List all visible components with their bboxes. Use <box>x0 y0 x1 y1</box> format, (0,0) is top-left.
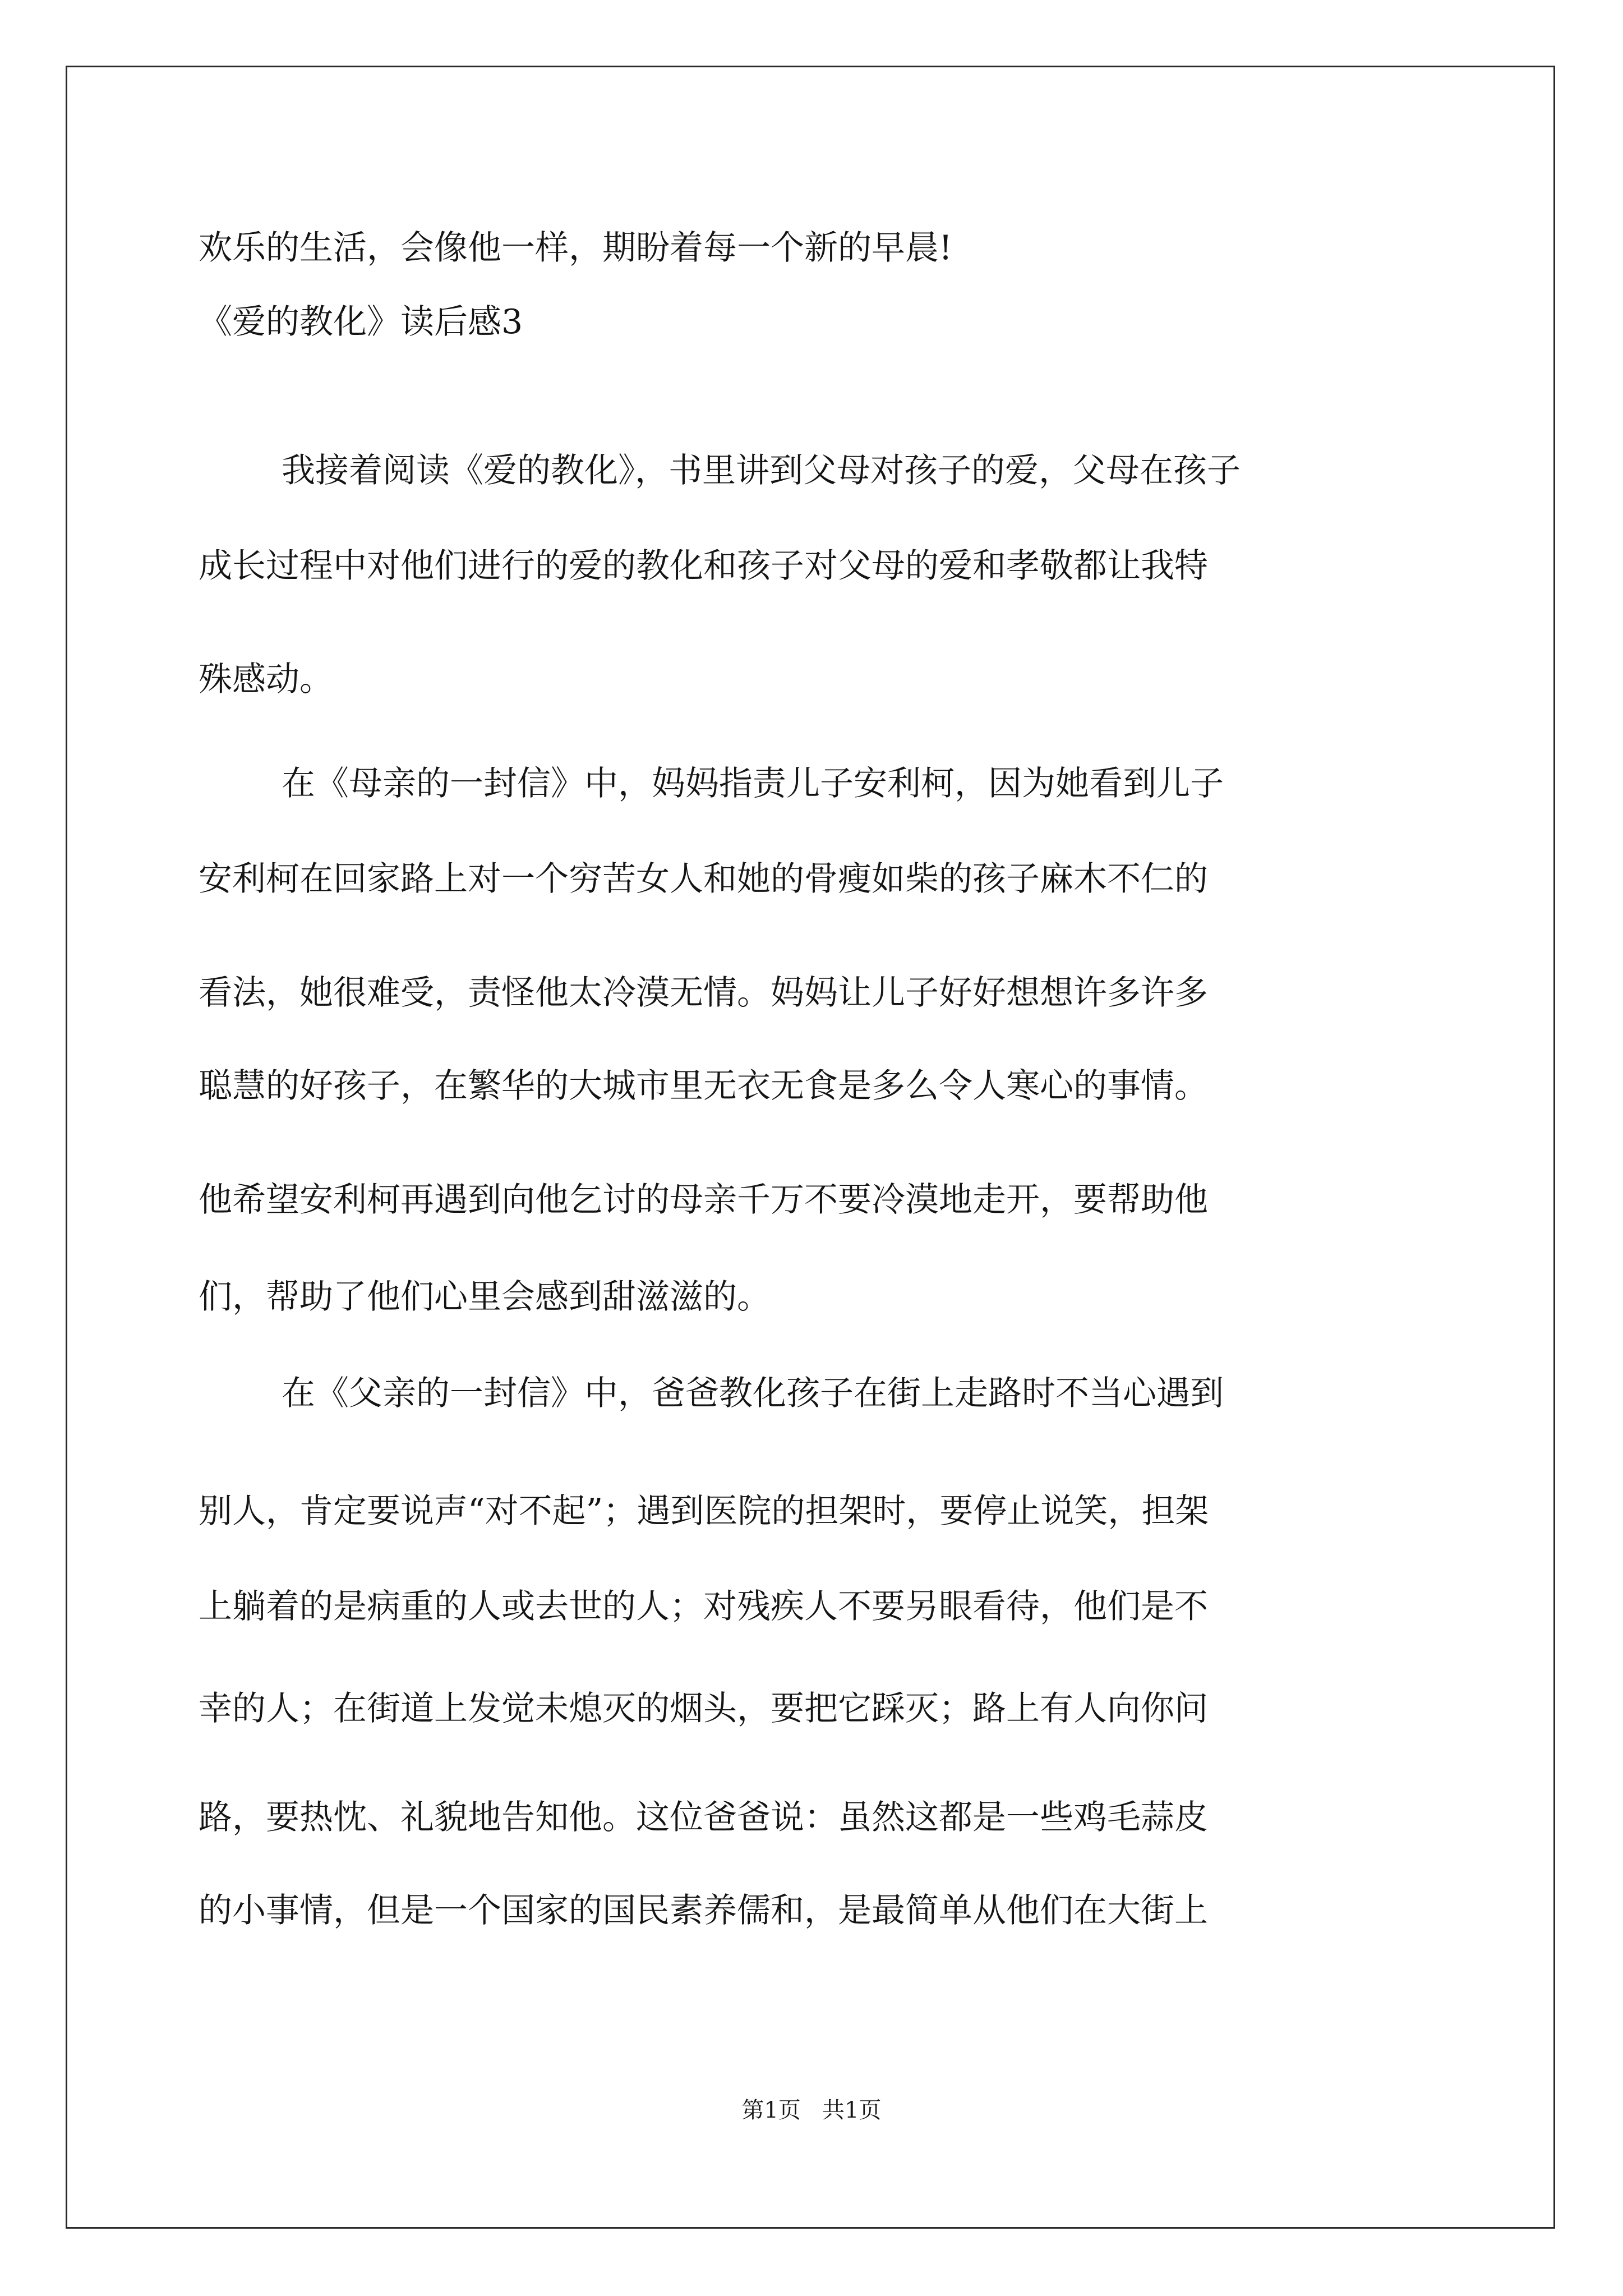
page-footer: 第1页 共1页 <box>741 2097 882 2123</box>
text-line-8: 看法，她很难受，责怪他太冷漠无情。妈妈让儿子好好想想许多许多 <box>199 973 1208 1013</box>
section-heading: 《爱的教化》读后感3 <box>199 302 523 342</box>
text-line-3: 我接着阅读《爱的教化》，书里讲到父母对孩子的爱，父母在孩子 <box>282 451 1241 490</box>
text-line-10: 他希望安利柯再遇到向他乞讨的母亲千万不要冷漠地走开，要帮助他 <box>199 1180 1208 1220</box>
text-line-16: 路，要热忱、礼貌地告知他。这位爸爸说：虽然这都是一些鸡毛蒜皮 <box>199 1798 1208 1837</box>
text-line-6: 在《母亲的一封信》中，妈妈指责儿子安利柯，因为她看到儿子 <box>282 764 1224 803</box>
text-line-13: 别人，肯定要说声“对不起”；遇到医院的担架时，要停止说笑，担架 <box>199 1492 1209 1531</box>
text-line-15: 幸的人；在街道上发觉未熄灭的烟头，要把它踩灭；路上有人向你问 <box>199 1689 1208 1728</box>
text-line-12: 在《父亲的一封信》中，爸爸教化孩子在街上走路时不当心遇到 <box>282 1374 1224 1413</box>
text-line-17: 的小事情，但是一个国家的国民素养儒和，是最简单从他们在大街上 <box>199 1891 1208 1930</box>
text-line-5: 殊感动。 <box>199 660 333 699</box>
text-line-14: 上躺着的是病重的人或去世的人；对残疾人不要另眼看待，他们是不 <box>199 1587 1208 1626</box>
text-line-11: 们，帮助了他们心里会感到甜滋滋的。 <box>199 1277 771 1317</box>
text-line-4: 成长过程中对他们进行的爱的教化和孩子对父母的爱和孝敬都让我特 <box>199 546 1208 586</box>
text-line-9: 聪慧的好孩子，在繁华的大城市里无衣无食是多么令人寒心的事情。 <box>199 1066 1208 1106</box>
text-line-1: 欢乐的生活，会像他一样，期盼着每一个新的早晨! <box>199 228 953 268</box>
text-line-7: 安利柯在回家路上对一个穷苦女人和她的骨瘦如柴的孩子麻木不仁的 <box>199 859 1208 899</box>
